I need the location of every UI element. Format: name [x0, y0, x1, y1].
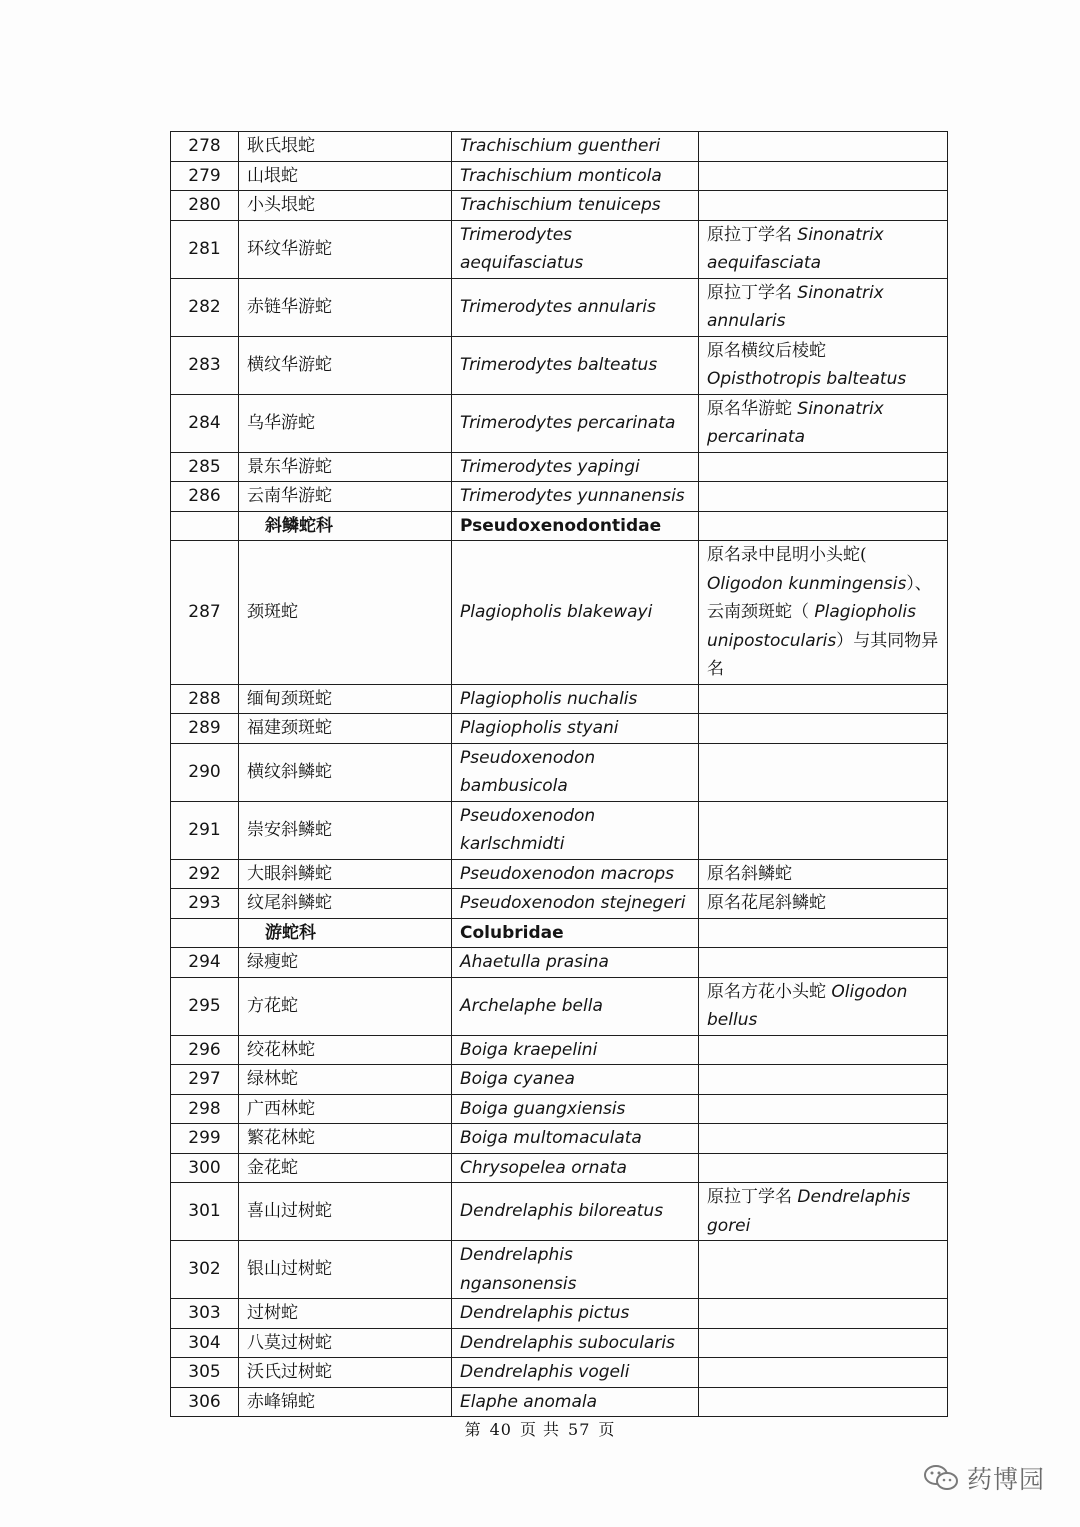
chinese-name: 大眼斜鳞蛇	[239, 859, 452, 889]
chinese-name: 八莫过树蛇	[239, 1328, 452, 1358]
table-row	[171, 948, 948, 978]
chinese-name: 环纹华游蛇	[239, 220, 452, 278]
latin-name: Plagiopholis styani	[452, 714, 699, 744]
latin-name: Pseudoxenodon macrops	[452, 859, 699, 889]
row-number: 304	[171, 1328, 239, 1358]
remark	[699, 743, 948, 801]
row-number: 289	[171, 714, 239, 744]
chinese-name: 山垠蛇	[239, 161, 452, 191]
remark-latin: Sinonatrix percarinata	[707, 398, 884, 447]
remark	[699, 977, 948, 1035]
chinese-name: 缅甸颈斑蛇	[239, 684, 452, 714]
remark	[699, 918, 948, 948]
table-row	[171, 220, 948, 278]
chinese-name: 广西林蛇	[239, 1094, 452, 1124]
remark	[699, 1035, 948, 1065]
table-row	[171, 1387, 948, 1417]
remark	[699, 684, 948, 714]
table-row	[171, 743, 948, 801]
table-row	[171, 859, 948, 889]
latin-name: Dendrelaphis ngansonensis	[452, 1241, 699, 1299]
table-row	[171, 977, 948, 1035]
latin-name: Trimerodytes percarinata	[452, 394, 699, 452]
remark-text: 原名斜鳞蛇	[707, 863, 792, 884]
remark	[699, 889, 948, 919]
remark	[699, 278, 948, 336]
remark	[699, 394, 948, 452]
species-table	[170, 131, 948, 1417]
remark-text: 原名花尾斜鳞蛇	[707, 893, 826, 913]
remark-latin: Sinonatrix annularis	[707, 282, 884, 331]
remark	[699, 541, 948, 685]
remark-latin: Dendrelaphis gorei	[707, 1187, 911, 1236]
latin-name: Elaphe anomala	[452, 1387, 699, 1417]
chinese-name: 赤链华游蛇	[239, 278, 452, 336]
chinese-name: 赤峰锦蛇	[239, 1387, 452, 1417]
remark	[699, 948, 948, 978]
chinese-name: 沃氏过树蛇	[239, 1358, 452, 1388]
latin-name: Dendrelaphis biloreatus	[452, 1183, 699, 1241]
remark	[699, 1183, 948, 1241]
remark-text: 原名方花小头蛇	[707, 981, 832, 1002]
remark	[699, 482, 948, 512]
remark	[699, 1299, 948, 1329]
latin-name: Trimerodytes yunnanensis	[452, 482, 699, 512]
remark	[699, 161, 948, 191]
remark-latin: Opisthotropis balteatus	[707, 369, 907, 389]
page-footer	[0, 1417, 1080, 1440]
row-number: 297	[171, 1065, 239, 1095]
latin-name: Dendrelaphis vogeli	[452, 1358, 699, 1388]
remark	[699, 1094, 948, 1124]
chinese-name: 小头垠蛇	[239, 191, 452, 221]
chinese-name: 游蛇科	[239, 918, 452, 948]
latin-name: Trachischium tenuiceps	[452, 191, 699, 221]
table-row	[171, 482, 948, 512]
row-number: 283	[171, 336, 239, 394]
remark	[699, 336, 948, 394]
remark	[699, 511, 948, 541]
latin-name: Boiga guangxiensis	[452, 1094, 699, 1124]
latin-name: Trachischium monticola	[452, 161, 699, 191]
latin-name: Colubridae	[452, 918, 699, 948]
row-number	[171, 918, 239, 948]
row-number: 278	[171, 132, 239, 162]
table-row	[171, 278, 948, 336]
remark-text: 原拉丁学名	[707, 224, 798, 245]
table-row	[171, 452, 948, 482]
remark	[699, 132, 948, 162]
remark-text: 原名录中昆明小头蛇(	[707, 545, 867, 565]
remark	[699, 191, 948, 221]
family-row	[171, 918, 948, 948]
latin-name: Pseudoxenodontidae	[452, 511, 699, 541]
row-number: 302	[171, 1241, 239, 1299]
family-row	[171, 511, 948, 541]
row-number: 286	[171, 482, 239, 512]
remark	[699, 220, 948, 278]
chinese-name: 横纹华游蛇	[239, 336, 452, 394]
table-row	[171, 1299, 948, 1329]
row-number: 303	[171, 1299, 239, 1329]
latin-name: Chrysopelea ornata	[452, 1153, 699, 1183]
row-number: 293	[171, 889, 239, 919]
row-number: 285	[171, 452, 239, 482]
table-row	[171, 1035, 948, 1065]
row-number: 296	[171, 1035, 239, 1065]
latin-name: Plagiopholis blakewayi	[452, 541, 699, 685]
latin-name: Boiga cyanea	[452, 1065, 699, 1095]
remark-latin: Oligodon kunmingensis	[707, 573, 907, 594]
chinese-name: 过树蛇	[239, 1299, 452, 1329]
remark	[699, 1065, 948, 1095]
row-number: 290	[171, 743, 239, 801]
chinese-name: 银山过树蛇	[239, 1241, 452, 1299]
chinese-name: 纹尾斜鳞蛇	[239, 889, 452, 919]
row-number: 301	[171, 1183, 239, 1241]
row-number	[171, 511, 239, 541]
latin-name: Trimerodytes balteatus	[452, 336, 699, 394]
latin-name: Dendrelaphis subocularis	[452, 1328, 699, 1358]
remark	[699, 452, 948, 482]
row-number: 306	[171, 1387, 239, 1417]
table-row	[171, 132, 948, 162]
row-number: 295	[171, 977, 239, 1035]
remark-latin: Oligodon bellus	[707, 981, 908, 1030]
remark	[699, 801, 948, 859]
chinese-name: 景东华游蛇	[239, 452, 452, 482]
latin-name: Archelaphe bella	[452, 977, 699, 1035]
table-row	[171, 1094, 948, 1124]
row-number: 292	[171, 859, 239, 889]
row-number: 281	[171, 220, 239, 278]
remark	[699, 1358, 948, 1388]
latin-name: Trimerodytes yapingi	[452, 452, 699, 482]
row-number: 291	[171, 801, 239, 859]
remark	[699, 859, 948, 889]
table-row	[171, 336, 948, 394]
table-row	[171, 1328, 948, 1358]
latin-name: Trimerodytes aequifasciatus	[452, 220, 699, 278]
species-table-body	[171, 132, 948, 1417]
wechat-icon	[923, 1463, 959, 1493]
latin-name: Ahaetulla prasina	[452, 948, 699, 978]
table-row	[171, 541, 948, 685]
table-row	[171, 394, 948, 452]
table-row	[171, 191, 948, 221]
chinese-name: 耿氏垠蛇	[239, 132, 452, 162]
chinese-name: 云南华游蛇	[239, 482, 452, 512]
page-prefix: 第	[464, 1420, 482, 1439]
watermark-brand	[923, 1458, 1045, 1498]
row-number: 288	[171, 684, 239, 714]
chinese-name: 绿瘦蛇	[239, 948, 452, 978]
row-number: 280	[171, 191, 239, 221]
table-row	[171, 1153, 948, 1183]
row-number: 282	[171, 278, 239, 336]
row-number: 300	[171, 1153, 239, 1183]
table-row	[171, 889, 948, 919]
page-total: 57	[568, 1420, 591, 1439]
row-number: 305	[171, 1358, 239, 1388]
latin-name: Boiga multomaculata	[452, 1124, 699, 1154]
latin-name: Pseudoxenodon karlschmidti	[452, 801, 699, 859]
chinese-name: 崇安斜鳞蛇	[239, 801, 452, 859]
table-row	[171, 801, 948, 859]
row-number: 298	[171, 1094, 239, 1124]
row-number: 279	[171, 161, 239, 191]
row-number: 299	[171, 1124, 239, 1154]
remark	[699, 1387, 948, 1417]
remark	[699, 1241, 948, 1299]
chinese-name: 颈斑蛇	[239, 541, 452, 685]
remark	[699, 1124, 948, 1154]
chinese-name: 喜山过树蛇	[239, 1183, 452, 1241]
latin-name: Trachischium guentheri	[452, 132, 699, 162]
page-middle: 页 共	[519, 1420, 561, 1439]
remark-text: 原名横纹后棱蛇	[707, 340, 826, 361]
chinese-name: 乌华游蛇	[239, 394, 452, 452]
remark-text: 原名华游蛇	[707, 398, 798, 419]
row-number: 284	[171, 394, 239, 452]
latin-name: Trimerodytes annularis	[452, 278, 699, 336]
chinese-name: 绿林蛇	[239, 1065, 452, 1095]
latin-name: Pseudoxenodon stejnegeri	[452, 889, 699, 919]
chinese-name: 福建颈斑蛇	[239, 714, 452, 744]
brand-name: 药博园	[967, 1465, 1046, 1494]
table-row	[171, 1124, 948, 1154]
row-number: 287	[171, 541, 239, 685]
table-row	[171, 161, 948, 191]
latin-name: Boiga kraepelini	[452, 1035, 699, 1065]
latin-name: Dendrelaphis pictus	[452, 1299, 699, 1329]
table-row	[171, 714, 948, 744]
remark-text: ）、云南颈斑蛇（	[707, 573, 932, 622]
table-row	[171, 684, 948, 714]
chinese-name: 斜鳞蛇科	[239, 511, 452, 541]
chinese-name: 繁花林蛇	[239, 1124, 452, 1154]
chinese-name: 横纹斜鳞蛇	[239, 743, 452, 801]
chinese-name: 方花蛇	[239, 977, 452, 1035]
row-number: 294	[171, 948, 239, 978]
remark-text: 原拉丁学名	[707, 1187, 798, 1207]
remark	[699, 714, 948, 744]
remark-latin: Plagiopholis unipostocularis	[707, 602, 916, 651]
latin-name: Plagiopholis nuchalis	[452, 684, 699, 714]
remark-text: ）与其同物异名	[707, 630, 939, 679]
page-suffix: 页	[598, 1420, 616, 1439]
remark	[699, 1328, 948, 1358]
table-row	[171, 1241, 948, 1299]
page-current: 40	[489, 1420, 512, 1439]
remark	[699, 1153, 948, 1183]
latin-name: Pseudoxenodon bambusicola	[452, 743, 699, 801]
table-row	[171, 1065, 948, 1095]
chinese-name: 金花蛇	[239, 1153, 452, 1183]
remark-text: 原拉丁学名	[707, 282, 798, 303]
remark-latin: Sinonatrix aequifasciata	[707, 224, 884, 273]
chinese-name: 绞花林蛇	[239, 1035, 452, 1065]
table-row	[171, 1183, 948, 1241]
table-row	[171, 1358, 948, 1388]
